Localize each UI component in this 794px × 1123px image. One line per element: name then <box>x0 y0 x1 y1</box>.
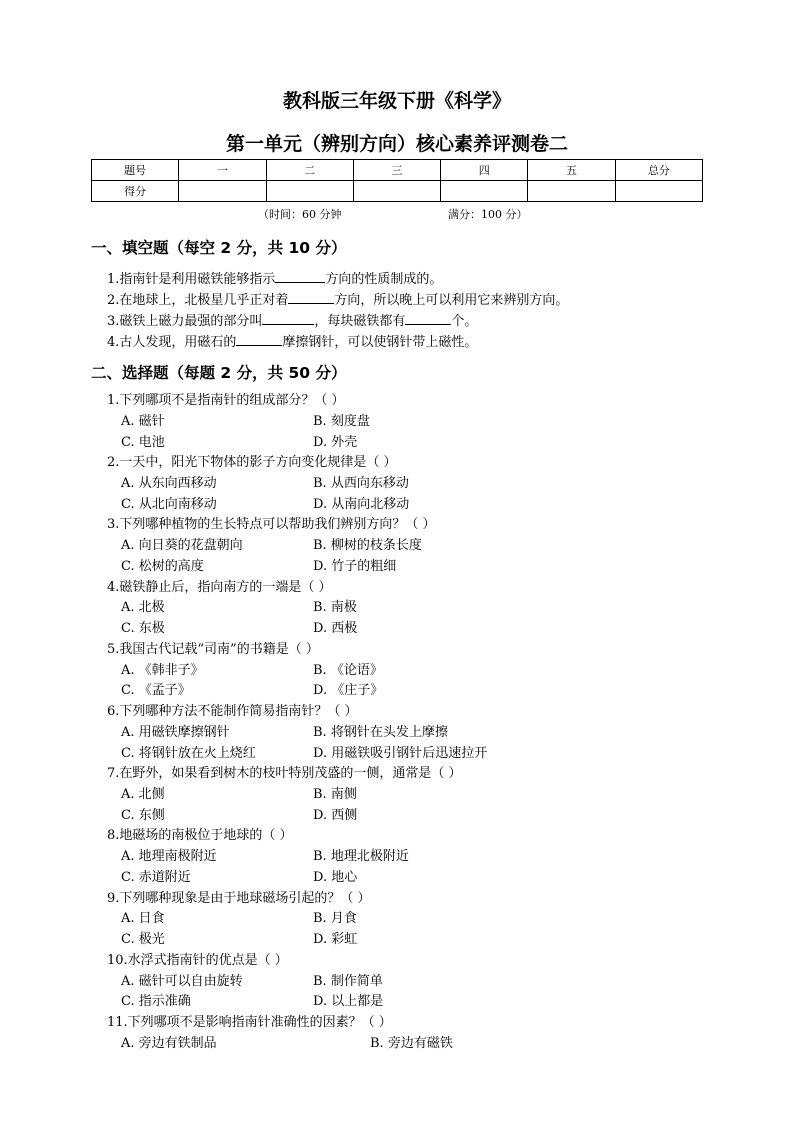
table-cell: 题号 <box>92 160 179 181</box>
table-cell: 得分 <box>92 181 179 202</box>
answer-option[interactable]: B. 制作简单 <box>313 973 383 989</box>
answer-option[interactable]: A. 磁针可以自由旋转 <box>121 973 243 989</box>
answer-option[interactable]: A. 用磁铁摩擦钢针 <box>121 724 230 740</box>
question-stem: 1.下列哪项不是指南针的组成部分？（ ） <box>107 393 345 408</box>
answer-option[interactable]: D. 从南向北移动 <box>313 496 410 512</box>
answer-option[interactable]: A. 北侧 <box>121 787 165 802</box>
document-title: 教科版三年级下册《科学》 <box>282 90 511 112</box>
question-text: 3.磁铁上磁力最强的部分叫 <box>107 314 263 329</box>
question-stem: 4.磁铁静止后，指向南方的一端是（ ） <box>107 579 332 595</box>
answer-option[interactable]: B. 地理北极附近 <box>313 849 409 865</box>
answer-option[interactable]: C. 电池 <box>121 434 165 450</box>
fill-blank-question <box>107 311 477 330</box>
answer-option[interactable]: C. 《孟子》 <box>121 683 191 699</box>
section-heading: 一、填空题（每空 2 分，共 10 分） <box>91 239 347 257</box>
answer-option[interactable]: D. 西极 <box>313 621 358 637</box>
answer-option[interactable]: B. 南侧 <box>313 787 357 802</box>
score-input-cell[interactable] <box>528 181 615 202</box>
answer-option[interactable]: B. 刻度盘 <box>313 413 370 429</box>
question-stem: 5.我国古代记载“司南”的书籍是（ ） <box>107 641 319 657</box>
answer-option[interactable]: D. 彩虹 <box>313 932 358 948</box>
section-heading: 二、选择题（每题 2 分，共 50 分） <box>91 364 347 382</box>
answer-option[interactable]: B. 月食 <box>313 911 357 927</box>
question-text: 个。 <box>451 314 478 329</box>
table-cell: 三 <box>353 160 440 181</box>
answer-option[interactable]: D. 西侧 <box>313 807 358 823</box>
answer-blank[interactable] <box>275 269 325 283</box>
answer-option[interactable]: C. 东极 <box>121 621 165 637</box>
answer-option[interactable]: C. 东侧 <box>121 807 165 823</box>
answer-option[interactable]: A. 磁针 <box>121 413 165 429</box>
question-stem: 2.一天中，阳光下物体的影子方向变化规律是（ ） <box>107 455 397 471</box>
question-text: ，每块磁铁都有 <box>314 314 406 329</box>
table-cell: 五 <box>528 160 615 181</box>
answer-option[interactable]: D. 用磁铁吸引钢针后迅速拉开 <box>313 745 488 761</box>
answer-option[interactable]: A. 北极 <box>121 600 165 616</box>
question-text: 4.古人发现，用磁石的 <box>107 335 237 350</box>
table-cell: 一 <box>179 160 266 181</box>
answer-option[interactable]: D. 《庄子》 <box>313 683 384 699</box>
answer-option[interactable]: D. 以上都是 <box>313 994 384 1010</box>
score-input-cell[interactable] <box>615 181 702 202</box>
answer-option[interactable]: B. 南极 <box>313 600 357 616</box>
question-stem: 7.在野外，如果看到树木的枝叶特别茂盛的一侧，通常是（ ） <box>107 766 462 782</box>
table-cell: 四 <box>441 160 528 181</box>
question-text: 2.在地球上，北极星几乎正对着 <box>107 293 289 308</box>
question-stem: 8.地磁场的南极位于地球的（ ） <box>107 828 293 844</box>
score-input-cell[interactable] <box>353 181 440 202</box>
answer-option[interactable]: C. 指示准确 <box>121 994 191 1010</box>
table-cell: 二 <box>266 160 353 181</box>
answer-option[interactable]: A. 日食 <box>121 911 165 927</box>
question-stem: 3.下列哪种植物的生长特点可以帮助我们辨别方向？（ ） <box>107 517 436 533</box>
answer-blank[interactable] <box>288 290 334 304</box>
answer-option[interactable]: D. 竹子的粗细 <box>313 559 397 574</box>
answer-blank[interactable] <box>236 332 282 346</box>
question-text: 摩擦钢针，可以使钢针带上磁性。 <box>282 335 478 350</box>
question-stem: 9.下列哪种现象是由于地球磁场引起的？（ ） <box>107 890 371 906</box>
document-subtitle: 第一单元（辨别方向）核心素养评测卷二 <box>225 133 568 155</box>
score-table-score-row <box>92 181 703 202</box>
answer-option[interactable]: C. 从北向南移动 <box>121 496 217 512</box>
answer-option[interactable]: A. 《韩非子》 <box>121 662 204 678</box>
score-input-cell[interactable] <box>441 181 528 202</box>
fill-blank-question <box>107 290 568 309</box>
question-text: 方向，所以晚上可以利用它来辨别方向。 <box>334 293 569 308</box>
answer-option[interactable]: B. 旁边有磁铁 <box>370 1035 453 1051</box>
full-score: 满分：100 分） <box>448 208 528 221</box>
answer-blank[interactable] <box>405 311 451 325</box>
question-stem: 6.下列哪种方法不能制作简易指南针？（ ） <box>107 704 358 719</box>
score-table-header-row <box>92 160 703 181</box>
answer-option[interactable]: C. 赤道附近 <box>121 870 191 885</box>
question-text: 1.指南针是利用磁铁能够指示 <box>107 272 276 287</box>
answer-option[interactable]: B. 从西向东移动 <box>313 476 409 491</box>
answer-option[interactable]: C. 将钢针放在火上烧红 <box>121 745 256 761</box>
answer-option[interactable]: B. 《论语》 <box>313 662 383 678</box>
answer-option[interactable]: B. 将钢针在头发上摩擦 <box>313 724 448 740</box>
score-input-cell[interactable] <box>266 181 353 202</box>
exam-time: （时间：60 分钟 <box>258 208 342 221</box>
table-cell: 总分 <box>615 160 702 181</box>
question-stem: 10.水浮式指南针的优点是（ ） <box>107 952 288 968</box>
answer-option[interactable]: A. 向日葵的花盘朝向 <box>121 538 243 554</box>
question-text: 方向的性质制成的。 <box>325 272 443 287</box>
answer-option[interactable]: A. 从东向西移动 <box>121 476 217 491</box>
answer-option[interactable]: A. 地理南极附近 <box>121 849 217 865</box>
answer-option[interactable]: D. 外壳 <box>313 434 358 450</box>
answer-option[interactable]: C. 松树的高度 <box>121 559 204 574</box>
answer-blank[interactable] <box>262 311 314 325</box>
fill-blank-question <box>107 332 477 351</box>
fill-blank-question <box>107 269 442 288</box>
answer-option[interactable]: A. 旁边有铁制品 <box>121 1035 217 1051</box>
score-input-cell[interactable] <box>179 181 266 202</box>
answer-option[interactable]: B. 柳树的枝条长度 <box>313 538 422 554</box>
answer-option[interactable]: D. 地心 <box>313 870 358 885</box>
score-table <box>91 159 703 202</box>
answer-option[interactable]: C. 极光 <box>121 932 165 948</box>
question-stem: 11.下列哪项不是影响指南针准确性的因素？（ ） <box>107 1015 392 1030</box>
